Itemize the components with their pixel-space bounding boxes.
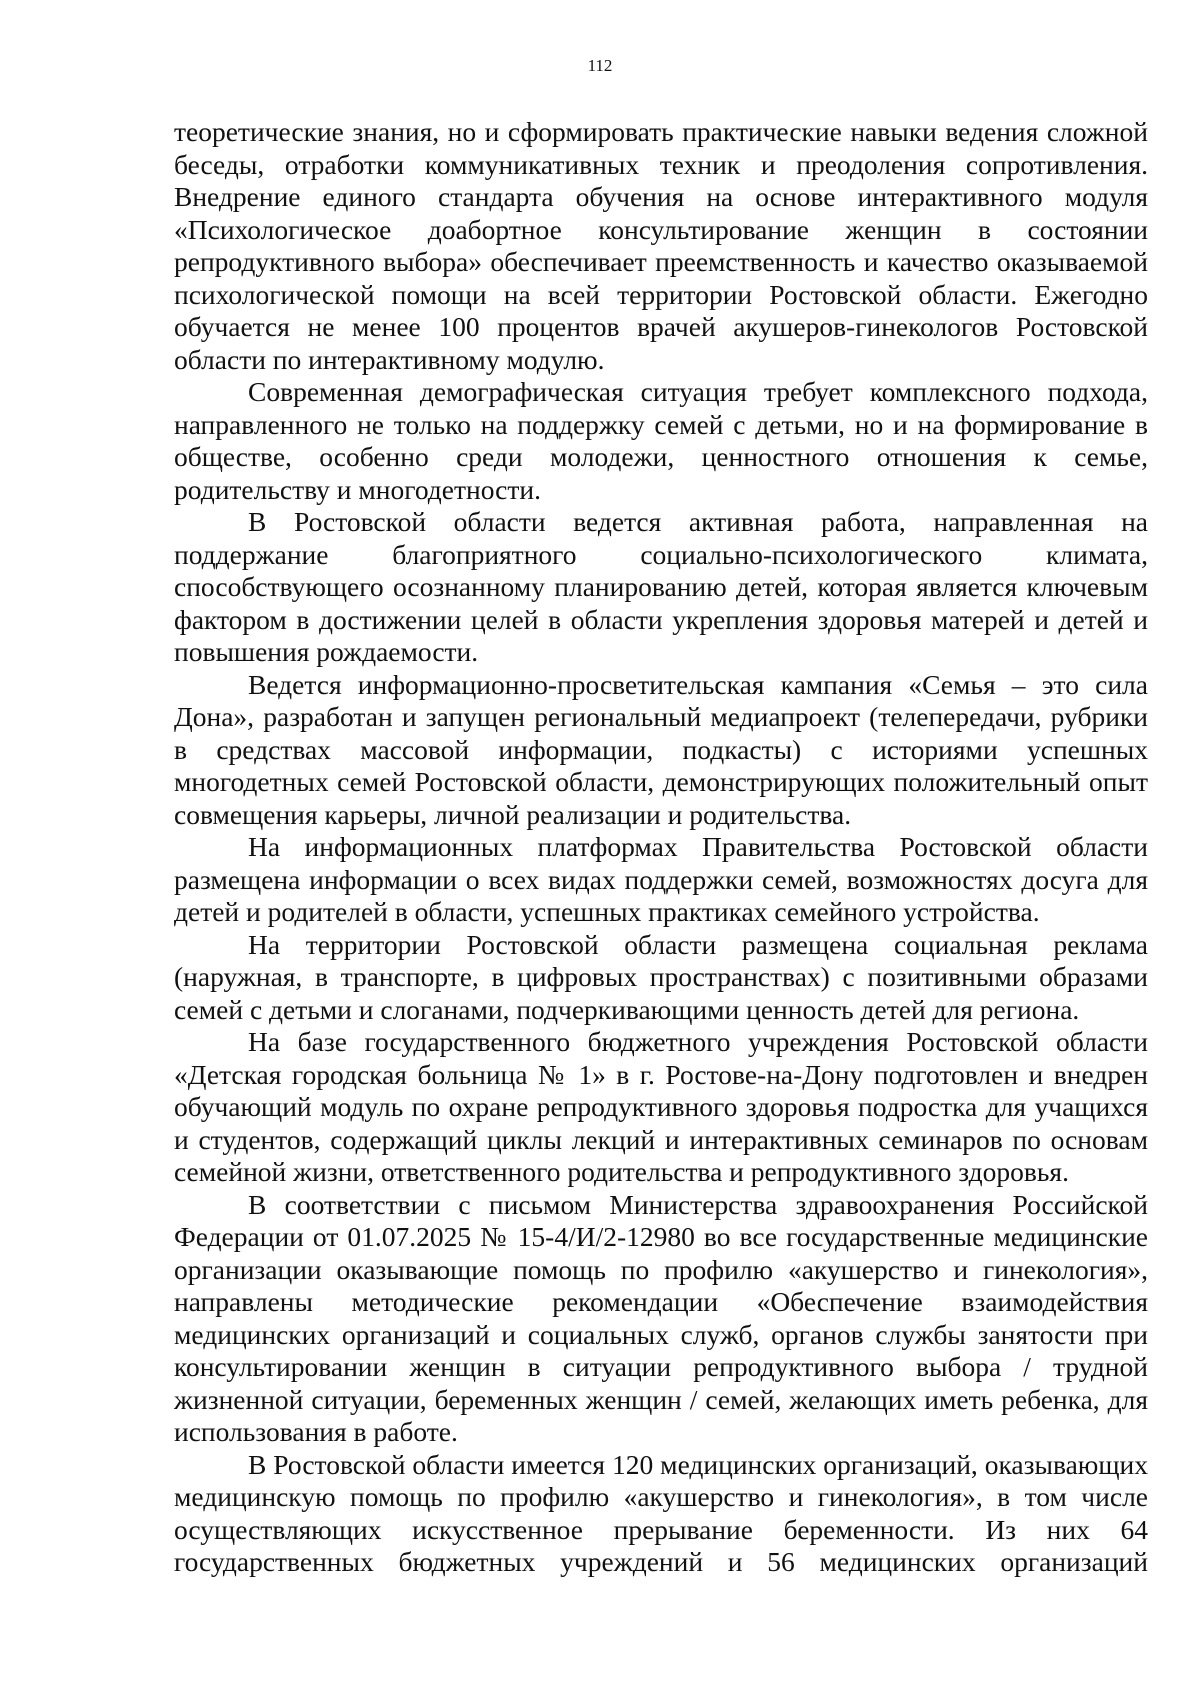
paragraph: В Ростовской области ведется активная работа, направленная на поддержание благоприятного социально-психологического климата, способствующего осознанному планированию детей, которая является ключевым фактором в достижении целей в области укрепления здоровья матерей и детей и повышения рождаемости. xyxy=(174,506,1148,667)
page-number: 112 xyxy=(587,56,613,75)
document-body xyxy=(174,116,1148,1579)
paragraph: На территории Ростовской области размещена социальная реклама (наружная, в транспорте, в цифровых пространствах) с позитивными образами семей с детьми и слоганами, подчеркивающими ценность детей для региона. xyxy=(174,928,1148,1025)
paragraph: На информационных платформах Правительства Ростовской области размещена информации о всех видах поддержки семей, возможностях досуга для детей и родителей в области, успешных практиках семейного устройства. xyxy=(174,831,1148,927)
paragraph-continuation: теоретические знания, но и сформировать практические навыки ведения сложной беседы, отработки коммуникативных техник и преодоления сопротивления. Внедрение единого стандарта обучения на основе интерактивного модуля «Психологическое доабортное консультирование женщин в состоянии репродуктивного выбора» обеспечивает преемственность и качество оказываемой психологической помощи на всей территории Ростовской области. Ежегодно обучается не менее 100 процентов врачей акушеров-гинекологов Ростовской области по интерактивному модулю. xyxy=(174,116,1148,375)
paragraph: Ведется информационно-просветительская кампания «Семья – это сила Дона», разработан и запущен региональный медиапроект (телепередачи, рубрики в средствах массовой информации, подкасты) с историями успешных многодетных семей Ростовской области, демонстрирующих положительный опыт совмещения карьеры, личной реализации и родительства. xyxy=(174,668,1148,830)
paragraph-continues: В Ростовской области имеется 120 медицинских организаций, оказывающих медицинскую помощь по профилю «акушерство и гинекология», в том числе осуществляющих искусственное прерывание беременности. Из них 64 государственных бюджетных учреждений и 56 медицинских организаций xyxy=(174,1448,1148,1577)
paragraph: Современная демографическая ситуация требует комплексного подхода, направленного не только на поддержку семей с детьми, но и на формирование в обществе, особенно среди молодежи, ценностного отношения к семье, родительству и многодетности. xyxy=(174,376,1148,505)
paragraph: В соответствии с письмом Министерства здравоохранения Российской Федерации от 01.07.2025 № 15-4/И/2-12980 во все государственные медицинские организации оказывающие помощь по профилю «акушерство и гинекология», направлены методические рекомендации «Обеспечение взаимодействия медицинских организаций и социальных служб, органов службы занятости при консультировании женщин в ситуации репродуктивного выбора / трудной жизненной ситуации, беременных женщин / семей, желающих иметь ребенка, для использования в работе. xyxy=(174,1188,1148,1447)
paragraph: На базе государственного бюджетного учреждения Ростовской области «Детская городская больница № 1» в г. Ростове-на-Дону подготовлен и внедрен обучающий модуль по охране репродуктивного здоровья подростка для учащихся и студентов, содержащий циклы лекций и интерактивных семинаров по основам семейной жизни, ответственного родительства и репродуктивного здоровья. xyxy=(174,1026,1148,1187)
